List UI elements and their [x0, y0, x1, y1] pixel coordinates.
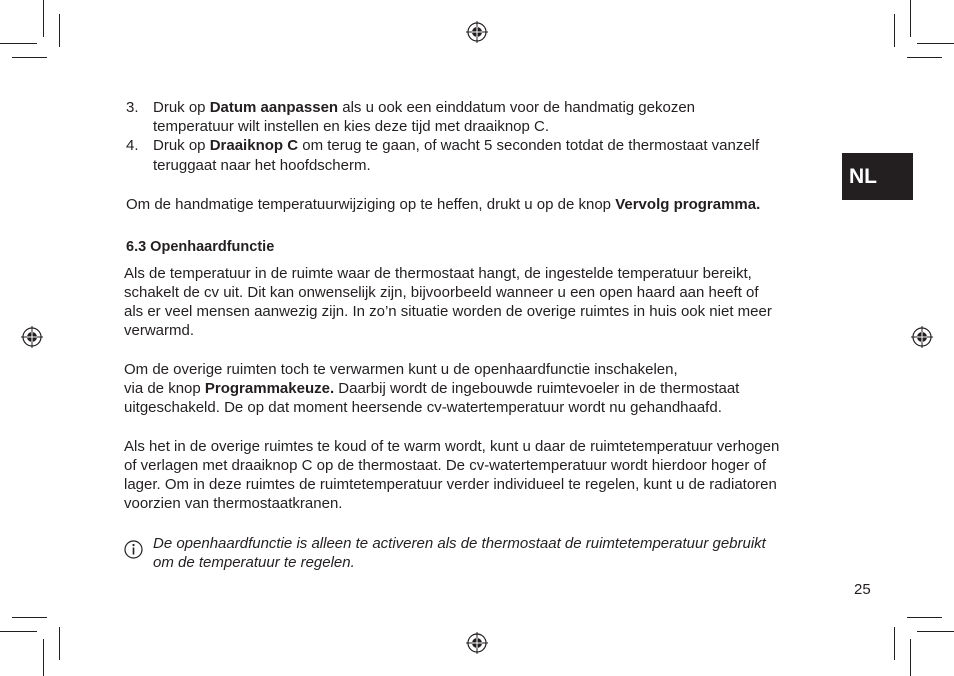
- step-3-line2: temperatuur wilt instellen en kies deze tijd met draaiknop C.: [153, 118, 550, 135]
- paragraph-line: uitgeschakeld. De op dat moment heersende cv-watertemperatuur wordt nu gehandhaafd.: [124, 399, 722, 416]
- paragraph-line: [124, 379, 739, 399]
- paragraph-line: Als het in de overige ruimtes te koud of te warm wordt, kunt u daar de ruimtetemperatuur verhogen: [124, 438, 780, 455]
- crop-mark: [0, 631, 37, 632]
- step-3-line1: [153, 98, 695, 118]
- note-line: De openhaardfunctie is alleen te activeren als de thermostaat de ruimtetemperatuur gebruikt: [153, 535, 766, 552]
- crop-mark: [894, 14, 895, 47]
- paragraph-text: Daarbij wordt de ingebouwde ruimtevoeler in de thermostaat: [334, 380, 740, 397]
- page-number: 25: [854, 581, 871, 598]
- paragraph-keyword: Programmakeuze.: [204, 380, 335, 397]
- note-line: om de temperatuur te regelen.: [153, 554, 355, 571]
- step-text: Druk op: [153, 137, 210, 154]
- step-keyword: Draaiknop C: [209, 137, 299, 154]
- paragraph-line: voorzien van thermostaatkranen.: [124, 495, 343, 512]
- crop-mark: [12, 57, 47, 58]
- paragraph-line: verwarmd.: [124, 322, 195, 339]
- step-text: Druk op: [153, 99, 210, 116]
- crop-mark: [0, 43, 37, 44]
- cancel-instruction: [126, 195, 760, 215]
- paragraph-line: of verlagen met draaiknop C op de thermostaat. De cv-watertemperatuur wordt hierdoor hoger of: [124, 457, 766, 474]
- crop-mark: [907, 617, 942, 618]
- registration-mark-icon: [466, 21, 488, 43]
- info-icon: [124, 540, 143, 559]
- language-label: NL: [849, 164, 877, 188]
- paragraph-line: Om de overige ruimten toch te verwarmen kunt u de openhaardfunctie inschakelen,: [124, 361, 678, 378]
- crop-mark: [894, 627, 895, 660]
- step-text: als u ook een einddatum voor de handmatig gekozen: [338, 99, 696, 116]
- step-keyword: Datum aanpassen: [209, 99, 339, 116]
- crop-mark: [910, 639, 911, 676]
- paragraph-line: lager. Om in deze ruimtes de ruimtetemperatuur verder individueel te regelen, kunt u de radiatoren: [124, 476, 777, 493]
- paragraph-line: schakelt de cv uit. Dit kan onwenselijk zijn, bijvoorbeeld wanneer u een open haard aan heeft of: [124, 284, 759, 301]
- crop-mark: [12, 617, 47, 618]
- paragraph-line: Als de temperatuur in de ruimte waar de thermostaat hangt, de ingestelde temperatuur bereikt,: [124, 265, 752, 282]
- crop-mark: [43, 0, 44, 37]
- crop-mark: [59, 14, 60, 47]
- registration-mark-icon: [911, 326, 933, 348]
- step-4-line1: [153, 136, 759, 156]
- section-heading: 6.3 Openhaardfunctie: [126, 239, 275, 255]
- step-text: om terug te gaan, of wacht 5 seconden totdat de thermostaat vanzelf: [298, 137, 760, 154]
- paragraph-line: als er veel mensen aanwezig zijn. In zo’n situatie worden de overige ruimtes in huis ook niet meer: [124, 303, 772, 320]
- paragraph-text: via de knop: [124, 380, 205, 397]
- cancel-keyword: Vervolg programma.: [615, 196, 761, 213]
- step-number: 3.: [126, 99, 139, 116]
- crop-mark: [43, 639, 44, 676]
- language-tab: [842, 153, 913, 200]
- cancel-text: Om de handmatige temperatuurwijziging op te heffen, drukt u op de knop: [126, 196, 616, 213]
- registration-mark-icon: [21, 326, 43, 348]
- crop-mark: [917, 631, 954, 632]
- step-number: 4.: [126, 137, 139, 154]
- crop-mark: [59, 627, 60, 660]
- step-4-line2: teruggaat naar het hoofdscherm.: [153, 157, 371, 174]
- registration-mark-icon: [466, 632, 488, 654]
- crop-mark: [907, 57, 942, 58]
- crop-mark: [910, 0, 911, 37]
- crop-mark: [917, 43, 954, 44]
